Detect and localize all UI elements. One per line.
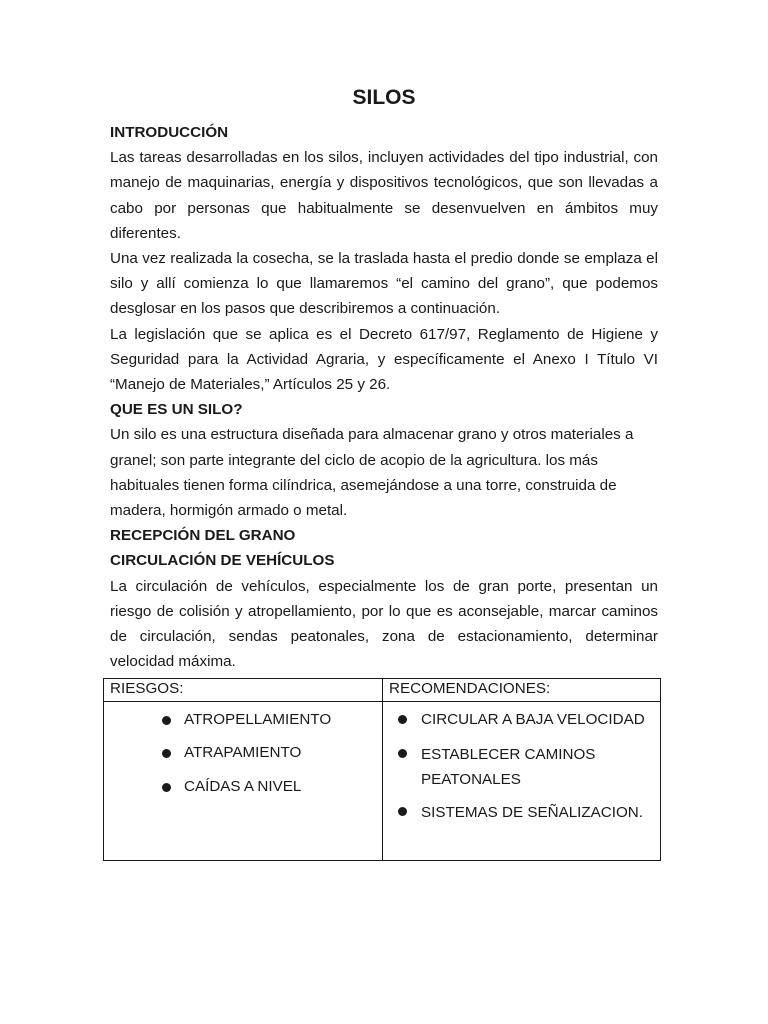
bullet-icon	[162, 716, 171, 725]
bullet-icon	[398, 715, 407, 724]
intro-paragraph-2: Una vez realizada la cosecha, se la traslada hasta el predio donde se emplaza el silo y allí comienza lo que llamaremos “el camino del grano”, que podemos desglosar en los pasos que describiremos a continuación.	[110, 250, 658, 318]
list-item	[104, 743, 382, 763]
list-item	[104, 777, 382, 797]
risk-table-header-row	[104, 679, 661, 702]
risk-text: ATROPELLAMIENTO	[184, 711, 332, 728]
risk-text: CAÍDAS A NIVEL	[184, 777, 302, 795]
bullet-icon	[398, 807, 407, 816]
reception-heading: RECEPCIÓN DEL GRANO	[110, 527, 296, 545]
risk-text: ATRAPAMIENTO	[184, 744, 302, 762]
reception-subheading: CIRCULACIÓN DE VEHÍCULOS	[110, 552, 335, 570]
recommendations-list	[383, 702, 660, 825]
recommendation-text: SISTEMAS DE SEÑALIZACION.	[421, 804, 643, 821]
bullet-icon	[398, 749, 407, 758]
intro-heading: INTRODUCCIÓN	[110, 124, 229, 141]
page-title: SILOS	[352, 86, 416, 109]
list-item	[383, 800, 660, 825]
risk-table-body-row	[104, 702, 661, 861]
risks-cell	[104, 702, 383, 861]
risk-table	[103, 678, 661, 861]
list-item	[383, 710, 660, 730]
intro-paragraph-1: Las tareas desarrolladas en los silos, incluyen actividades del tipo industrial, con manejo de maquinarias, energía y dispositivos tecnológicos, que son llevadas a cabo por personas que habitualmente se desenvuelven en ámbitos muy diferentes.	[110, 149, 658, 242]
bullet-icon	[162, 749, 171, 758]
document-body	[110, 120, 658, 674]
recommendation-text: CIRCULAR A BAJA VELOCIDAD	[421, 711, 645, 728]
risks-header: RIESGOS:	[104, 679, 383, 702]
reception-paragraph: La circulación de vehículos, especialmente los de gran porte, presentan un riesgo de colisión y atropellamiento, por lo que es aconsejable, marcar caminos de circulación, sendas peatonales, zona de estacionamiento, determinar velocidad máxima.	[110, 577, 658, 671]
recommendations-header: RECOMENDACIONES:	[383, 679, 661, 702]
list-item	[104, 710, 382, 730]
intro-paragraph-3: La legislación que se aplica es el Decreto 617/97, Reglamento de Higiene y Seguridad para la Actividad Agraria, y específicamente el Anexo I Título VI “Manejo de Materiales,” Artículos 25 y 26.	[110, 325, 658, 394]
silo-paragraph: Un silo es una estructura diseñada para almacenar grano y otros materiales a granel; son parte integrante del ciclo de acopio de la agricultura. los más habituales tienen forma cilíndrica, asemejándose a una torre, construida de madera, hormigón armado o metal.	[110, 426, 634, 520]
recommendations-cell	[383, 702, 661, 861]
risks-list	[104, 702, 382, 797]
silo-heading: QUE ES UN SILO?	[110, 401, 243, 419]
recommendation-text: ESTABLECER CAMINOS PEATONALES	[421, 746, 596, 788]
list-item	[383, 742, 660, 792]
bullet-icon	[162, 783, 171, 792]
